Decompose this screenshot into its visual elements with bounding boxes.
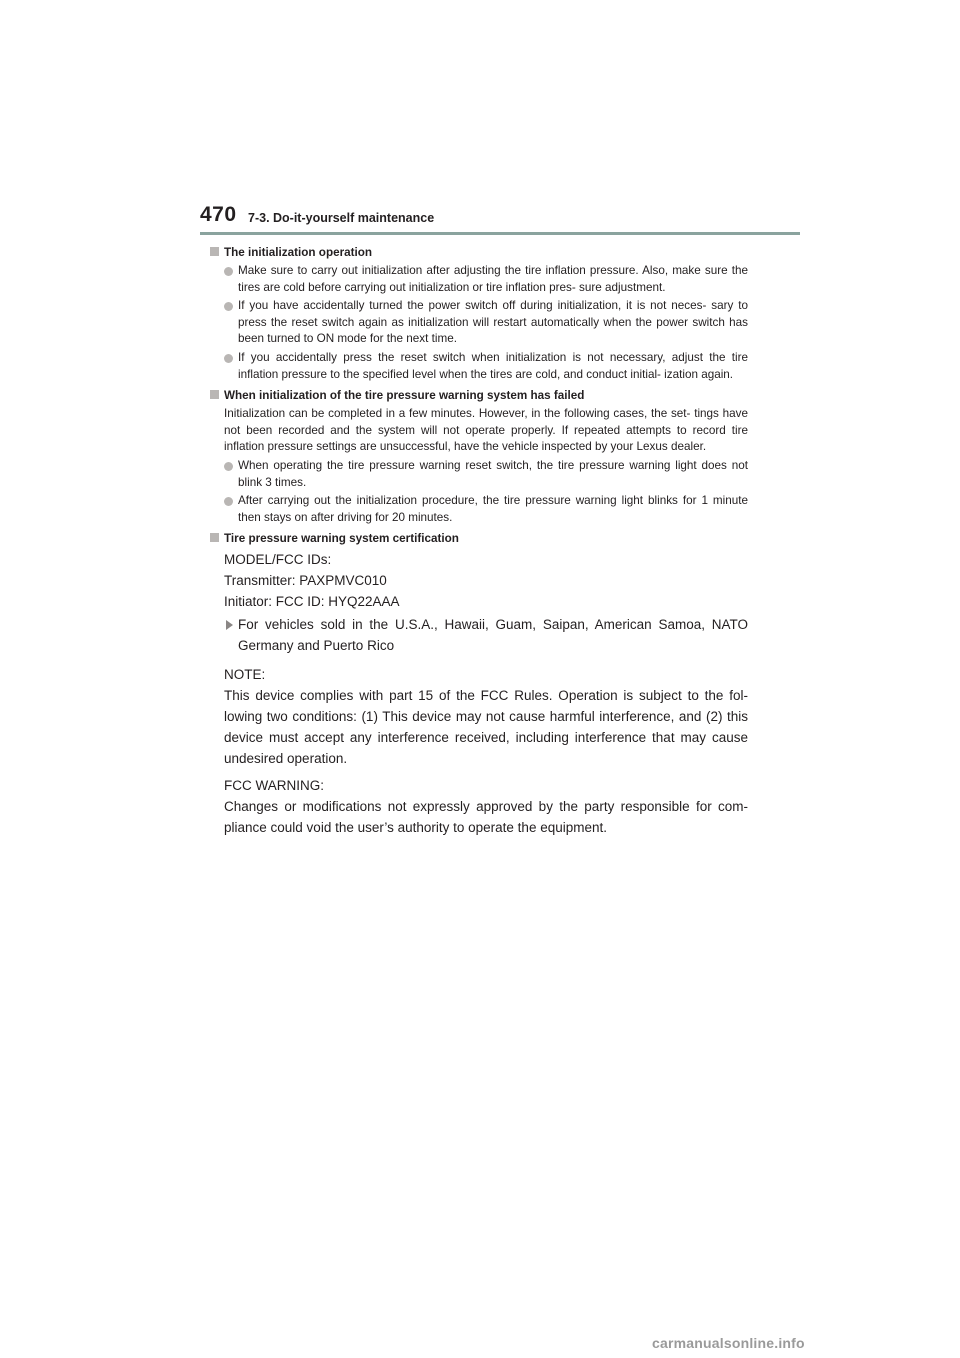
- list-item: [210, 263, 748, 296]
- region-text: For vehicles sold in the U.S.A., Hawaii, Guam, Saipan, American Samoa, NATO Germany and Puerto Rico: [238, 617, 748, 654]
- note-label: NOTE:: [224, 667, 266, 683]
- heading-text: The initialization operation: [224, 246, 373, 259]
- list-item: [210, 458, 748, 491]
- initiator-id: Initiator: FCC ID: HYQ22AAA: [224, 594, 400, 610]
- circle-bullet-icon: [224, 267, 233, 276]
- fcc-warning-text: Changes or modifications not expressly approved by the party responsible for com- pliance could void the user’s authority to operate the equipment.: [224, 799, 748, 836]
- list-item: [210, 298, 748, 348]
- heading-text: Tire pressure warning system certification: [224, 532, 459, 546]
- square-bullet-icon: [210, 247, 219, 256]
- list-item: [210, 350, 748, 383]
- heading-initialization-failed: [210, 387, 748, 404]
- heading-text: When initialization of the tire pressure warning system has failed: [224, 389, 585, 403]
- list-item-text: After carrying out the initialization procedure, the tire pressure warning light blinks for 1 minute then stays on after driving for 20 minutes.: [238, 494, 748, 524]
- fcc-warning-label: FCC WARNING:: [224, 778, 324, 794]
- triangle-bullet-icon: [226, 620, 233, 630]
- paragraph: Initialization can be completed in a few minutes. However, in the following cases, the set- tings have not been recorded and the system will not operate properly. If repeated attempts to record tire inflation pressure settings are unsuccessful, have the vehicle inspected by your Lexus dealer.: [224, 407, 748, 454]
- page-number: 470: [200, 203, 237, 226]
- heading-certification: [210, 530, 748, 547]
- circle-bullet-icon: [224, 497, 233, 506]
- circle-bullet-icon: [224, 354, 233, 363]
- model-ids-label: MODEL/FCC IDs:: [224, 552, 332, 568]
- circle-bullet-icon: [224, 302, 233, 311]
- page-content: [210, 244, 748, 838]
- watermark: carmanualsonline.info: [652, 1335, 805, 1351]
- section-title: 7-3. Do-it-yourself maintenance: [248, 211, 435, 225]
- list-item-text: Make sure to carry out initialization after adjusting the tire inflation pressure. Also, make sure the tires are cold before carrying out initialization or tire inflation pres- sure adjustment.: [238, 264, 748, 294]
- header-rule: [200, 232, 800, 235]
- list-item-text: If you have accidentally turned the power switch off during initialization, it is not neces- sary to press the reset switch again as initialization will restart automatically when the power switch has been turned to ON mode for the next time.: [238, 299, 748, 346]
- transmitter-id: Transmitter: PAXPMVC010: [224, 573, 387, 589]
- square-bullet-icon: [210, 390, 219, 399]
- list-item-text: If you accidentally press the reset switch when initialization is not necessary, adjust the tire inflation pressure to the specified level when the tires are cold, and conduct initial- ization again.: [238, 350, 748, 381]
- circle-bullet-icon: [224, 462, 233, 471]
- square-bullet-icon: [210, 533, 219, 542]
- heading-initialization-operation: [210, 244, 748, 261]
- list-item-text: When operating the tire pressure warning reset switch, the tire pressure warning light does not blink 3 times.: [238, 458, 748, 489]
- region-item: [210, 614, 748, 656]
- list-item: [210, 493, 748, 526]
- page-header: [200, 203, 800, 235]
- note-text: This device complies with part 15 of the FCC Rules. Operation is subject to the fol- lowing two conditions: (1) This device may not cause harmful interference, and (2) this device must accept any interference received, including interference that may cause undesired operation.: [224, 688, 748, 767]
